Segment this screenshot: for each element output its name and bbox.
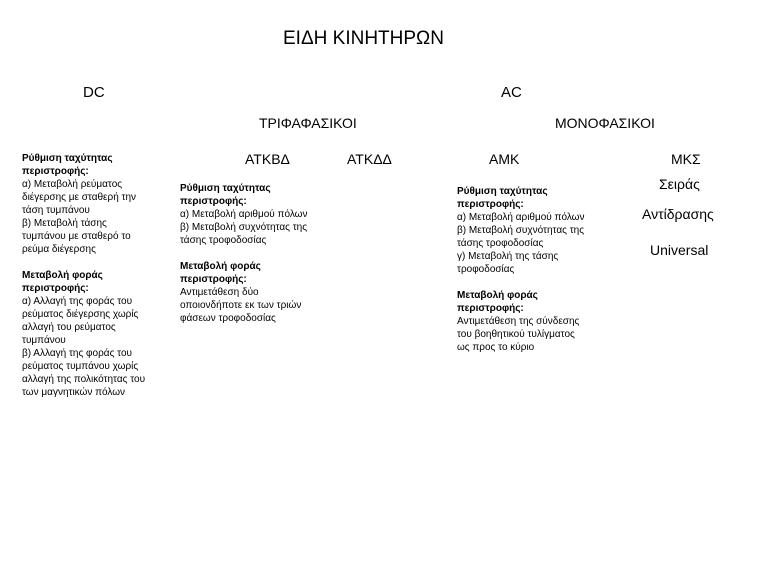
dc-direction-line: ρεύματος διέγερσης χωρίς (22, 309, 139, 320)
single-phase-direction-line: Αντιμετάθεση της σύνδεσης (457, 316, 580, 327)
page-title: ΕΙΔΗ ΚΙΝΗΤΗΡΩΝ (283, 28, 444, 49)
type-mks: ΜΚΣ (671, 151, 701, 167)
three-phase-heading: ΤΡΙΦΑΦΑΣΙΚΟΙ (259, 115, 357, 131)
single-phase-speed-line: τροφοδοσίας (457, 264, 515, 275)
dc-speed-line: ρεύμα διέγερσης (22, 244, 96, 255)
single-phase-speed-title: Ρύθμιση ταχύτητας (457, 186, 548, 197)
single-phase-speed-line: β) Μεταβολή συχνότητας της (457, 225, 585, 236)
three-phase-direction-title-2: περιστροφής: (180, 274, 247, 285)
type-atkdd: ΑΤΚΔΔ (347, 151, 392, 167)
single-phase-direction-title-2: περιστροφής: (457, 303, 524, 314)
dc-direction-line: τυμπάνου (22, 335, 66, 346)
three-phase-direction-line: φάσεων τροφοδοσίας (180, 313, 276, 324)
three-phase-speed-line: τάσης τροφοδοσίας (180, 235, 267, 246)
dc-notes (22, 152, 172, 399)
three-phase-speed-line: α) Μεταβολή αριθμού πόλων (180, 209, 308, 220)
dc-speed-title: Ρύθμιση ταχύτητας (22, 153, 113, 164)
dc-direction-line: αλλαγή του ρεύματος (22, 322, 116, 333)
mks-item-series: Σειράς (659, 176, 700, 192)
single-phase-speed-line: α) Μεταβολή αριθμού πόλων (457, 212, 585, 223)
three-phase-speed-title-2: περιστροφής: (180, 196, 247, 207)
three-phase-direction-line: Αντιμετάθεση δύο (180, 287, 259, 298)
dc-direction-line: ρεύματος τυμπάνου χωρίς (22, 361, 139, 372)
dc-speed-line: τάση τυμπάνου (22, 205, 90, 216)
ac-heading: AC (501, 84, 522, 101)
dc-direction-title-2: περιστροφής: (22, 283, 89, 294)
three-phase-speed-line: β) Μεταβολή συχνότητας της (180, 222, 308, 233)
dc-speed-line: β) Μεταβολή τάσης (22, 218, 107, 229)
dc-heading: DC (83, 84, 105, 101)
mks-item-universal: Universal (650, 242, 709, 258)
dc-speed-title-2: περιστροφής: (22, 166, 89, 177)
single-phase-speed-line: γ) Μεταβολή της τάσης (457, 251, 559, 262)
dc-speed-line: τυμπάνου με σταθερό το (22, 231, 131, 242)
single-phase-direction-line: ως προς το κύριο (457, 342, 535, 353)
dc-speed-line: διέγερσης με σταθερή την (22, 192, 137, 203)
single-phase-notes (457, 185, 607, 354)
type-amk: ΑΜΚ (489, 151, 520, 167)
three-phase-direction-line: οποιονδήποτε εκ των τριών (180, 300, 302, 311)
three-phase-speed-title: Ρύθμιση ταχύτητας (180, 183, 271, 194)
type-atkbd: ΑΤΚΒΔ (245, 151, 290, 167)
single-phase-heading: ΜΟΝΟΦΑΣΙΚΟΙ (555, 115, 655, 131)
dc-direction-line: των μαγνητικών πόλων (22, 387, 126, 398)
dc-direction-line: αλλαγή της πολικότητας του (22, 374, 146, 385)
dc-direction-title: Μεταβολή φοράς (22, 270, 103, 281)
three-phase-direction-title: Μεταβολή φοράς (180, 261, 261, 272)
dc-direction-line: β) Αλλαγή της φοράς του (22, 348, 133, 359)
single-phase-speed-title-2: περιστροφής: (457, 199, 524, 210)
mks-item-reaction: Αντίδρασης (642, 206, 714, 222)
single-phase-direction-line: του βοηθητικού τυλίγματος (457, 329, 575, 340)
single-phase-speed-line: τάσης τροφοδοσίας (457, 238, 544, 249)
dc-direction-line: α) Αλλαγή της φοράς του (22, 296, 133, 307)
dc-speed-line: α) Μεταβολή ρεύματος (22, 179, 123, 190)
single-phase-direction-title: Μεταβολή φοράς (457, 290, 538, 301)
three-phase-notes (180, 182, 330, 325)
